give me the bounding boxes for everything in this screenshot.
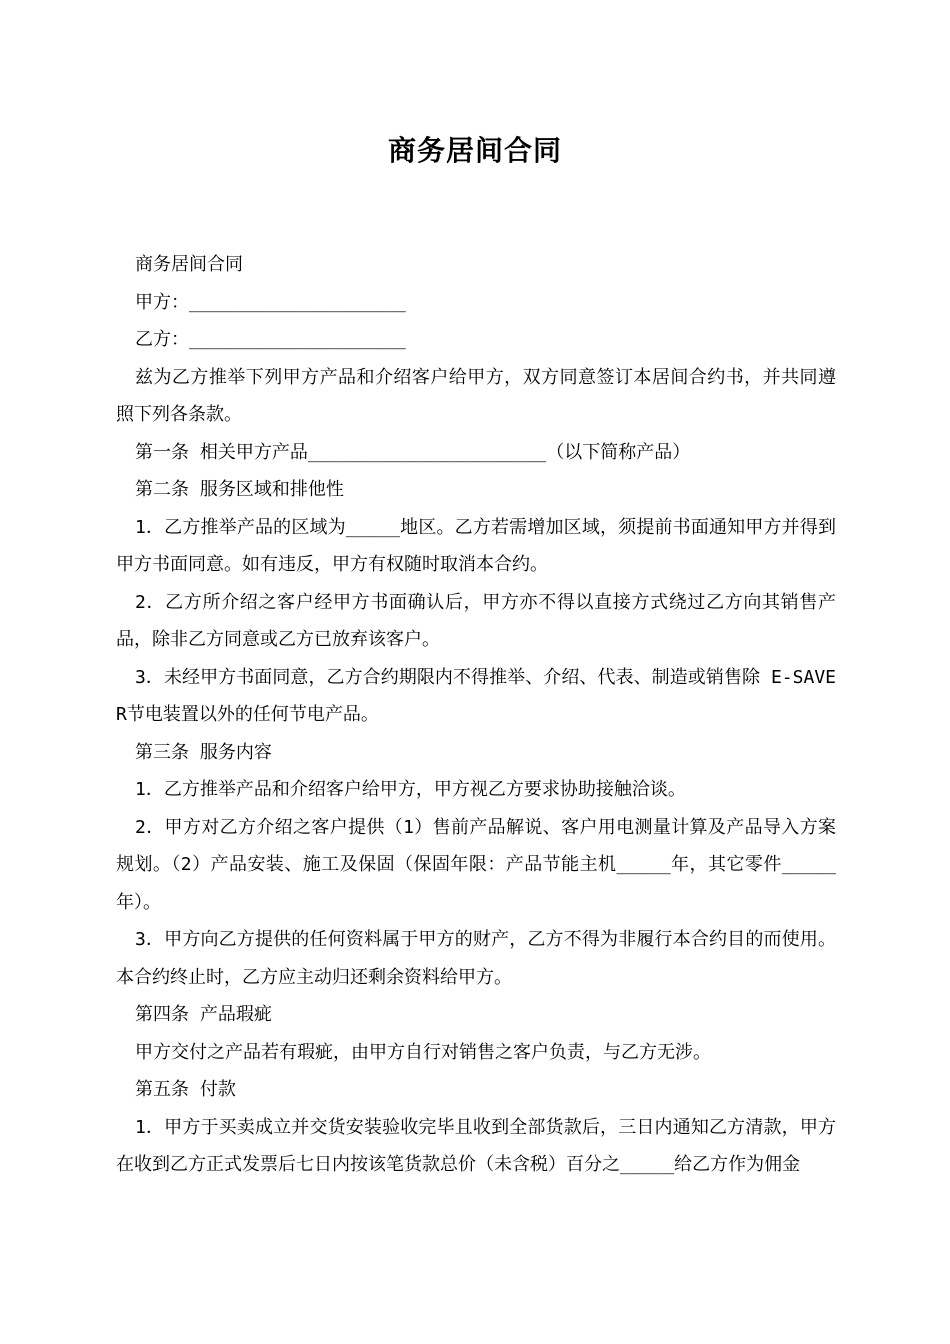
article-5-heading: 第五条 付款 xyxy=(135,1079,236,1100)
article-5-clause-1: 1．甲方于买卖成立并交货安装验收完毕且收到全部货款后，三日内通知乙方清款，甲方在收到乙方正式发票后七日内按该笔货款总价（未含税）百分之_____给乙方作为佣金 xyxy=(116,1116,836,1175)
article-3-clause-2: 2．甲方对乙方介绍之客户提供（1）售前产品解说、客户用电测量计算及产品导入方案规划。（2）产品安装、施工及保固（保固年限：产品节能主机_____年，其它零件_____年）。 xyxy=(116,816,836,913)
party-a-line: 甲方：____________________ xyxy=(135,291,406,313)
article-2-clause-1: 1．乙方推举产品的区域为_____地区。乙方若需增加区域，须提前书面通知甲方并得到甲方书面同意。如有违反，甲方有权随时取消本合约。 xyxy=(116,516,836,575)
article-1-heading: 第一条 相关甲方产品______________________（以下简称产品） xyxy=(135,441,691,463)
article-2-heading: 第二条 服务区域和排他性 xyxy=(135,479,344,500)
party-b-line: 乙方：____________________ xyxy=(135,329,406,350)
paragraph-heading: 商务居间合同 xyxy=(135,254,243,275)
article-2-clause-2: 2．乙方所介绍之客户经甲方书面确认后，甲方亦不得以直接方式绕过乙方向其销售产品，除非乙方同意或乙方已放弃该客户。 xyxy=(116,591,836,650)
preamble-paragraph: 兹为乙方推举下列甲方产品和介绍客户给甲方，双方同意签订本居间合约书，并共同遵照下列各条款。 xyxy=(116,366,836,425)
article-3-clause-1: 1．乙方推举产品和介绍客户给甲方，甲方视乙方要求协助接触洽谈。 xyxy=(135,779,686,800)
article-2-clause-3: 3．未经甲方书面同意，乙方合约期限内不得推举、介绍、代表、制造或销售除 E-SAVER节电装置以外的任何节电产品。 xyxy=(116,666,836,725)
document-body xyxy=(116,246,836,1184)
article-4-heading: 第四条 产品瑕疵 xyxy=(135,1004,272,1025)
document-title: 商务居间合同 xyxy=(387,134,562,167)
article-3-clause-3: 3．甲方向乙方提供的任何资料属于甲方的财产，乙方不得为非履行本合约目的而使用。本合约终止时，乙方应主动归还剩余资料给甲方。 xyxy=(116,929,836,988)
article-3-heading: 第三条 服务内容 xyxy=(135,741,272,763)
article-4-clause: 甲方交付之产品若有瑕疵，由甲方自行对销售之客户负责，与乙方无涉。 xyxy=(135,1041,711,1063)
